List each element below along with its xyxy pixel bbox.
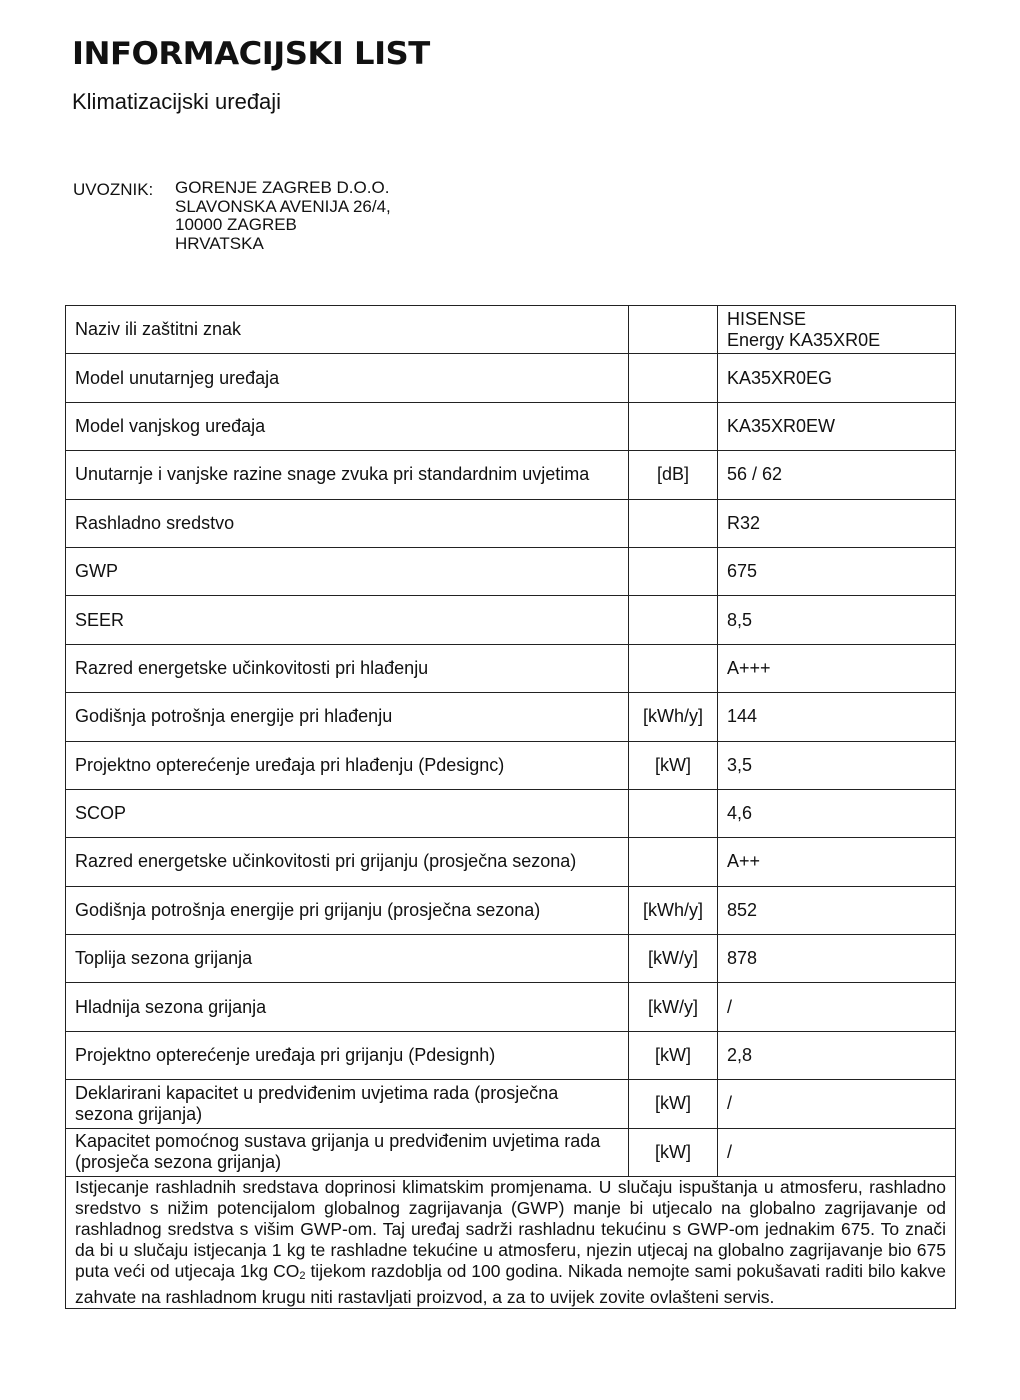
spec-row: [66, 789, 956, 837]
note-subscript: 2: [299, 1270, 306, 1283]
spec-value-line: 144: [727, 706, 758, 727]
spec-label: Razred energetske učinkovitosti pri hlađenju: [66, 644, 629, 692]
spec-label: SCOP: [66, 789, 629, 837]
note-text-after: tijekom razdoblja od 100 godina. Nikada nemojte sami pokušavati raditi bilo kakve zahvate na rashladnom krugu niti rastavljati proizvod, a za to uvijek zovite ovlašteni servis.: [75, 1261, 946, 1308]
importer-line: SLAVONSKA AVENIJA 26/4,: [175, 196, 391, 216]
spec-value-line: 675: [727, 561, 758, 582]
spec-label: Kapacitet pomoćnog sustava grijanja u predviđenim uvjetima rada (prosječa sezona grijanja): [66, 1128, 629, 1176]
spec-unit: [kW]: [629, 1080, 718, 1128]
spec-row: [66, 1031, 956, 1079]
spec-value-line: 2,8: [727, 1045, 753, 1066]
spec-value: [718, 1128, 956, 1176]
spec-row: [66, 693, 956, 741]
spec-value-line: /: [727, 1141, 733, 1162]
importer-line: 10000 ZAGREB: [175, 215, 297, 234]
spec-unit: [dB]: [629, 451, 718, 499]
spec-value-line: KA35XR0EW: [727, 415, 836, 436]
spec-value: [718, 644, 956, 692]
spec-row: [66, 499, 956, 547]
spec-unit: [629, 596, 718, 644]
spec-unit: [629, 354, 718, 402]
importer-label: UVOZNIK:: [73, 180, 154, 199]
spec-label: Projektno opterećenje uređaja pri grijanju (Pdesignh): [66, 1031, 629, 1079]
spec-row: [66, 838, 956, 886]
spec-value: [718, 789, 956, 837]
spec-value-line: /: [727, 1093, 733, 1114]
spec-label: SEER: [66, 596, 629, 644]
spec-row: [66, 741, 956, 789]
spec-value-line: A++: [727, 851, 761, 872]
spec-value: [718, 838, 956, 886]
spec-row: [66, 402, 956, 450]
spec-unit: [629, 644, 718, 692]
spec-label: Model vanjskog uređaja: [66, 402, 629, 450]
spec-value-line: R32: [727, 512, 761, 533]
spec-row: [66, 935, 956, 983]
spec-value: [718, 886, 956, 934]
spec-value-line: 852: [727, 899, 758, 920]
spec-label: Razred energetske učinkovitosti pri grijanju (prosječna sezona): [66, 838, 629, 886]
spec-value: [718, 935, 956, 983]
spec-row: [66, 644, 956, 692]
spec-row: [66, 354, 956, 402]
spec-row: [66, 1080, 956, 1128]
spec-value: [718, 693, 956, 741]
spec-value: [718, 547, 956, 595]
importer-line: GORENJE ZAGREB D.O.O.: [175, 178, 390, 197]
spec-unit: [kWh/y]: [629, 886, 718, 934]
spec-unit: [629, 838, 718, 886]
spec-value-line: 3,5: [727, 754, 753, 775]
spec-label: Model unutarnjeg uređaja: [66, 354, 629, 402]
document-subtitle: Klimatizacijski uređaji: [72, 89, 282, 114]
spec-label: Unutarnje i vanjske razine snage zvuka pri standardnim uvjetima: [66, 451, 629, 499]
spec-row: [66, 547, 956, 595]
spec-unit: [629, 789, 718, 837]
spec-label: Hladnija sezona grijanja: [66, 983, 629, 1031]
spec-label: Projektno opterećenje uređaja pri hlađenju (Pdesignc): [66, 741, 629, 789]
spec-row: [66, 306, 956, 354]
spec-value: [718, 306, 956, 354]
spec-label: GWP: [66, 547, 629, 595]
importer-address: [175, 179, 391, 253]
spec-value: [718, 499, 956, 547]
spec-value-line: 8,5: [727, 609, 753, 630]
spec-value-line: A+++: [727, 657, 771, 678]
spec-unit: [kW/y]: [629, 983, 718, 1031]
refrigerant-note: [66, 1177, 956, 1309]
spec-unit: [kW]: [629, 1031, 718, 1079]
spec-value-line: 878: [727, 948, 758, 969]
spec-unit: [629, 306, 718, 354]
spec-row: [66, 451, 956, 499]
spec-label: Godišnja potrošnja energije pri hlađenju: [66, 693, 629, 741]
spec-value-line: 4,6: [727, 803, 753, 824]
note-row: [66, 1177, 956, 1309]
spec-value-line: HISENSE: [727, 308, 807, 329]
spec-value-line: KA35XR0EG: [727, 367, 833, 388]
importer-line: HRVATSKA: [175, 233, 264, 253]
spec-value: [718, 741, 956, 789]
spec-value: [718, 1031, 956, 1079]
spec-value-line: Energy KA35XR0E: [727, 329, 881, 350]
spec-value-line: 56 / 62: [727, 464, 783, 485]
document-title: INFORMACIJSKI LIST: [72, 36, 430, 72]
spec-table-body: [66, 306, 956, 1177]
spec-label: Godišnja potrošnja energije pri grijanju (prosječna sezona): [66, 886, 629, 934]
spec-value: [718, 596, 956, 644]
spec-unit: [629, 402, 718, 450]
spec-unit: [kW]: [629, 1128, 718, 1176]
spec-label: Naziv ili zaštitni znak: [66, 306, 629, 354]
spec-value: [718, 354, 956, 402]
spec-row: [66, 596, 956, 644]
spec-unit: [629, 547, 718, 595]
spec-row: [66, 983, 956, 1031]
spec-table: [65, 305, 956, 1309]
spec-label: Rashladno sredstvo: [66, 499, 629, 547]
spec-label: Toplija sezona grijanja: [66, 935, 629, 983]
spec-label: Deklarirani kapacitet u predviđenim uvjetima rada (prosječna sezona grijanja): [66, 1080, 629, 1128]
spec-row: [66, 886, 956, 934]
spec-row: [66, 1128, 956, 1176]
spec-unit: [kWh/y]: [629, 693, 718, 741]
spec-value-line: /: [727, 996, 733, 1017]
spec-value: [718, 1080, 956, 1128]
spec-value: [718, 451, 956, 499]
note-text-before: Istjecanje rashladnih sredstava doprinosi klimatskim promjenama. U slučaju ispuštanja u atmosferu, rashladno sredstvo s nižim potencijalom globalnog zagrijavanja (GWP) manje bi utjecalo na globalno zagrijavanje od rashladnog sredstva s višim GWP-om. Taj uređaj sadrži rashladnu tekućinu s GWP-om jednakim 675. To znači da bi u slučaju istjecanja 1 kg te rashladne tekućine u atmosferu, njezin utjecaj na globalno zagrijavanje bio 675 puta veći od utjecaja 1kg CO: [75, 1177, 946, 1282]
spec-unit: [kW]: [629, 741, 718, 789]
spec-unit: [629, 499, 718, 547]
spec-value: [718, 983, 956, 1031]
spec-unit: [kW/y]: [629, 935, 718, 983]
spec-value: [718, 402, 956, 450]
